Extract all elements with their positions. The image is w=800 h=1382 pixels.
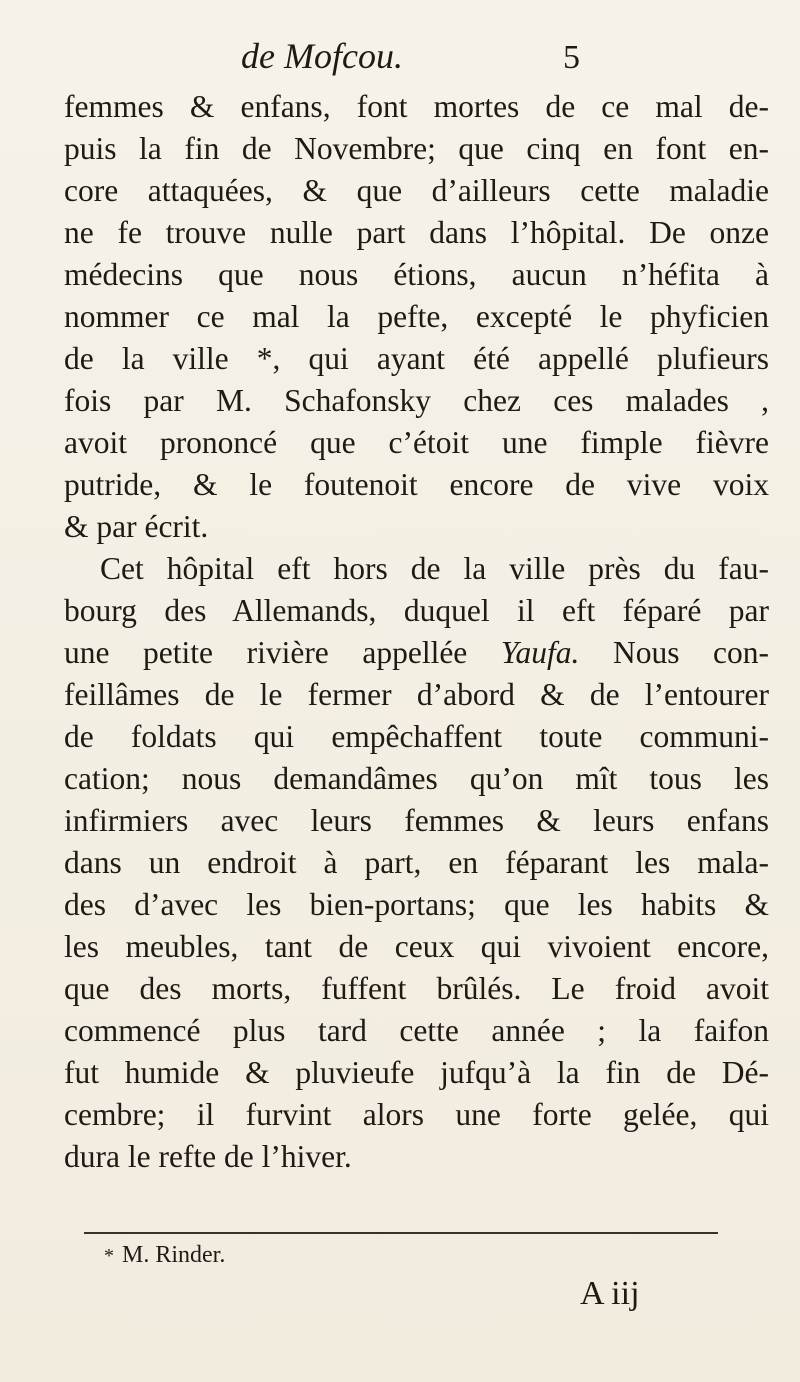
text-line: feillâmes de le fermer d’abord & de l’entourer bbox=[64, 677, 769, 712]
text-line: avoit prononcé que c’étoit une fimple fièvre bbox=[64, 425, 769, 460]
text-line: des d’avec les bien-portans; que les habits & bbox=[64, 887, 769, 922]
text-line: ne fe trouve nulle part dans l’hôpital. De onze bbox=[64, 215, 769, 250]
text-line: femmes & enfans, font mortes de ce mal de- bbox=[64, 89, 769, 124]
text-line: cembre; il furvint alors une forte gelée, qui bbox=[64, 1097, 769, 1132]
text-line: bourg des Allemands, duquel il eft féparé par bbox=[64, 593, 769, 628]
text-line: fut humide & pluvieufe jufqu’à la fin de Dé- bbox=[64, 1055, 769, 1090]
signature-mark: A iij bbox=[580, 1275, 640, 1312]
text-line: dura le refte de l’hiver. bbox=[64, 1139, 352, 1174]
text-line: commencé plus tard cette année ; la faifon bbox=[64, 1013, 769, 1048]
text-line: fois par M. Schafonsky chez ces malades , bbox=[64, 383, 769, 418]
paragraph-start-line: Cet hôpital eft hors de la ville près du fau- bbox=[100, 551, 769, 586]
text-line: de la ville *, qui ayant été appellé plufieurs bbox=[64, 341, 769, 376]
page-header bbox=[64, 34, 580, 88]
text-line: core attaquées, & que d’ailleurs cette maladie bbox=[64, 173, 769, 208]
footnote-text: M. Rinder. bbox=[122, 1242, 226, 1268]
text-line: puis la fin de Novembre; que cinq en font en- bbox=[64, 131, 769, 166]
text-line: dans un endroit à part, en féparant les mala- bbox=[64, 845, 769, 880]
text-line: médecins que nous étions, aucun n’héfita à bbox=[64, 257, 769, 292]
text-line: nommer ce mal la pefte, excepté le phyficien bbox=[64, 299, 769, 334]
running-head: de Mofcou. bbox=[241, 36, 403, 76]
body-text bbox=[64, 86, 769, 1178]
text-line: de foldats qui empêchaffent toute communi- bbox=[64, 719, 769, 754]
text-line: infirmiers avec leurs femmes & leurs enfans bbox=[64, 803, 769, 838]
footnote bbox=[104, 1238, 225, 1273]
footnote-mark: * bbox=[104, 1245, 114, 1267]
river-name: Yaufa. bbox=[500, 635, 580, 670]
text-line: une petite rivière appellée Yaufa. Nous con- bbox=[64, 635, 769, 670]
text-line: les meubles, tant de ceux qui vivoient encore, bbox=[64, 929, 769, 964]
text-line: que des morts, fuffent brûlés. Le froid avoit bbox=[64, 971, 769, 1006]
text-line: cation; nous demandâmes qu’on mît tous les bbox=[64, 761, 769, 796]
page-number: 5 bbox=[563, 39, 580, 76]
text-line: & par écrit. bbox=[64, 509, 209, 544]
footnote-divider bbox=[84, 1232, 718, 1234]
text-line: putride, & le foutenoit encore de vive voix bbox=[64, 467, 769, 502]
